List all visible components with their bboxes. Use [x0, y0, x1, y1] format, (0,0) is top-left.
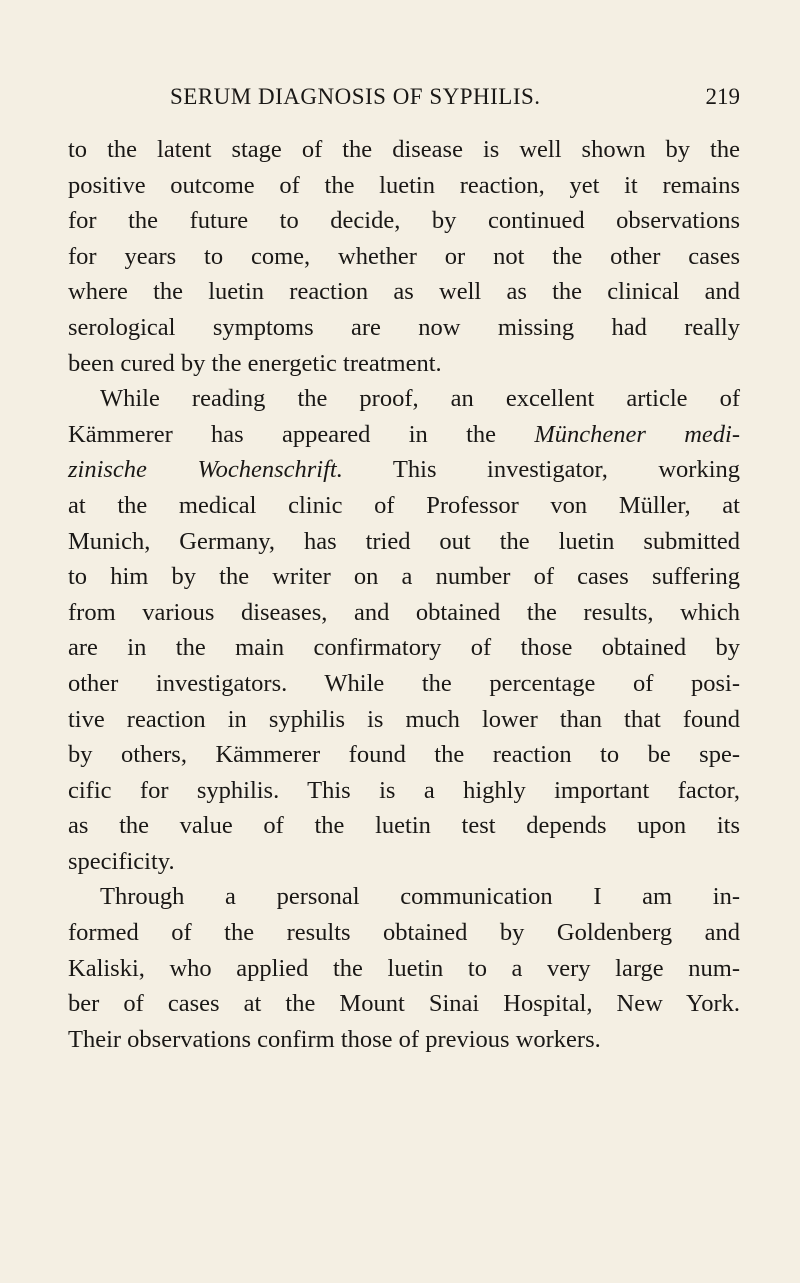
paragraph-start-line: Through a personal communication I am in-	[100, 883, 740, 911]
text-line: Munich, Germany, has tried out the luetin submitted	[68, 527, 740, 555]
text-line: at the medical clinic of Professor von Müller, at	[68, 491, 740, 519]
running-head-title: SERUM DIAGNOSIS OF SYPHILIS.	[170, 84, 541, 109]
paragraph-start-line: While reading the proof, an excellent article of	[100, 385, 740, 413]
page-number: 219	[705, 84, 740, 109]
text-line: formed of the results obtained by Goldenberg and	[68, 919, 740, 947]
journal-title-italic: zinische Wochenschrift.	[68, 456, 343, 484]
text-run: Kämmerer has appeared in the	[68, 420, 535, 448]
text-line: serological symptoms are now missing had really	[68, 313, 740, 341]
text-line: where the luetin reaction as well as the clinical and	[68, 278, 740, 306]
text-line: ber of cases at the Mount Sinai Hospital, New York.	[68, 990, 740, 1018]
text-line: as the value of the luetin test depends upon its	[68, 812, 740, 840]
journal-title-italic: Münchener medi-	[534, 420, 740, 448]
text-line: from various diseases, and obtained the results, which	[68, 598, 740, 626]
text-line: are in the main confirmatory of those obtained by	[68, 634, 740, 662]
paragraph-end-line: Their observations confirm those of previous workers.	[68, 1025, 601, 1053]
text-line: Kaliski, who applied the luetin to a very large num-	[68, 954, 740, 982]
text-line: to the latent stage of the disease is well shown by the	[68, 136, 740, 163]
text-line: for the future to decide, by continued observations	[68, 207, 740, 235]
text-line: positive outcome of the luetin reaction, yet it remains	[68, 171, 740, 199]
paragraph-end-line: been cured by the energetic treatment.	[68, 349, 442, 377]
text-line	[68, 417, 740, 453]
paragraph-end-line: specificity.	[68, 847, 175, 875]
body-text	[68, 132, 740, 1057]
text-line: other investigators. While the percentage of posi-	[68, 669, 740, 697]
text-line: by others, Kämmerer found the reaction to be spe-	[68, 741, 740, 769]
text-line: cific for syphilis. This is a highly important factor,	[68, 776, 740, 804]
text-line: tive reaction in syphilis is much lower than that found	[68, 705, 740, 733]
text-line: for years to come, whether or not the other cases	[68, 242, 740, 270]
text-line	[68, 452, 740, 488]
running-head	[68, 84, 740, 118]
text-line: to him by the writer on a number of cases suffering	[68, 563, 740, 591]
text-run: This investigator, working	[342, 456, 741, 484]
